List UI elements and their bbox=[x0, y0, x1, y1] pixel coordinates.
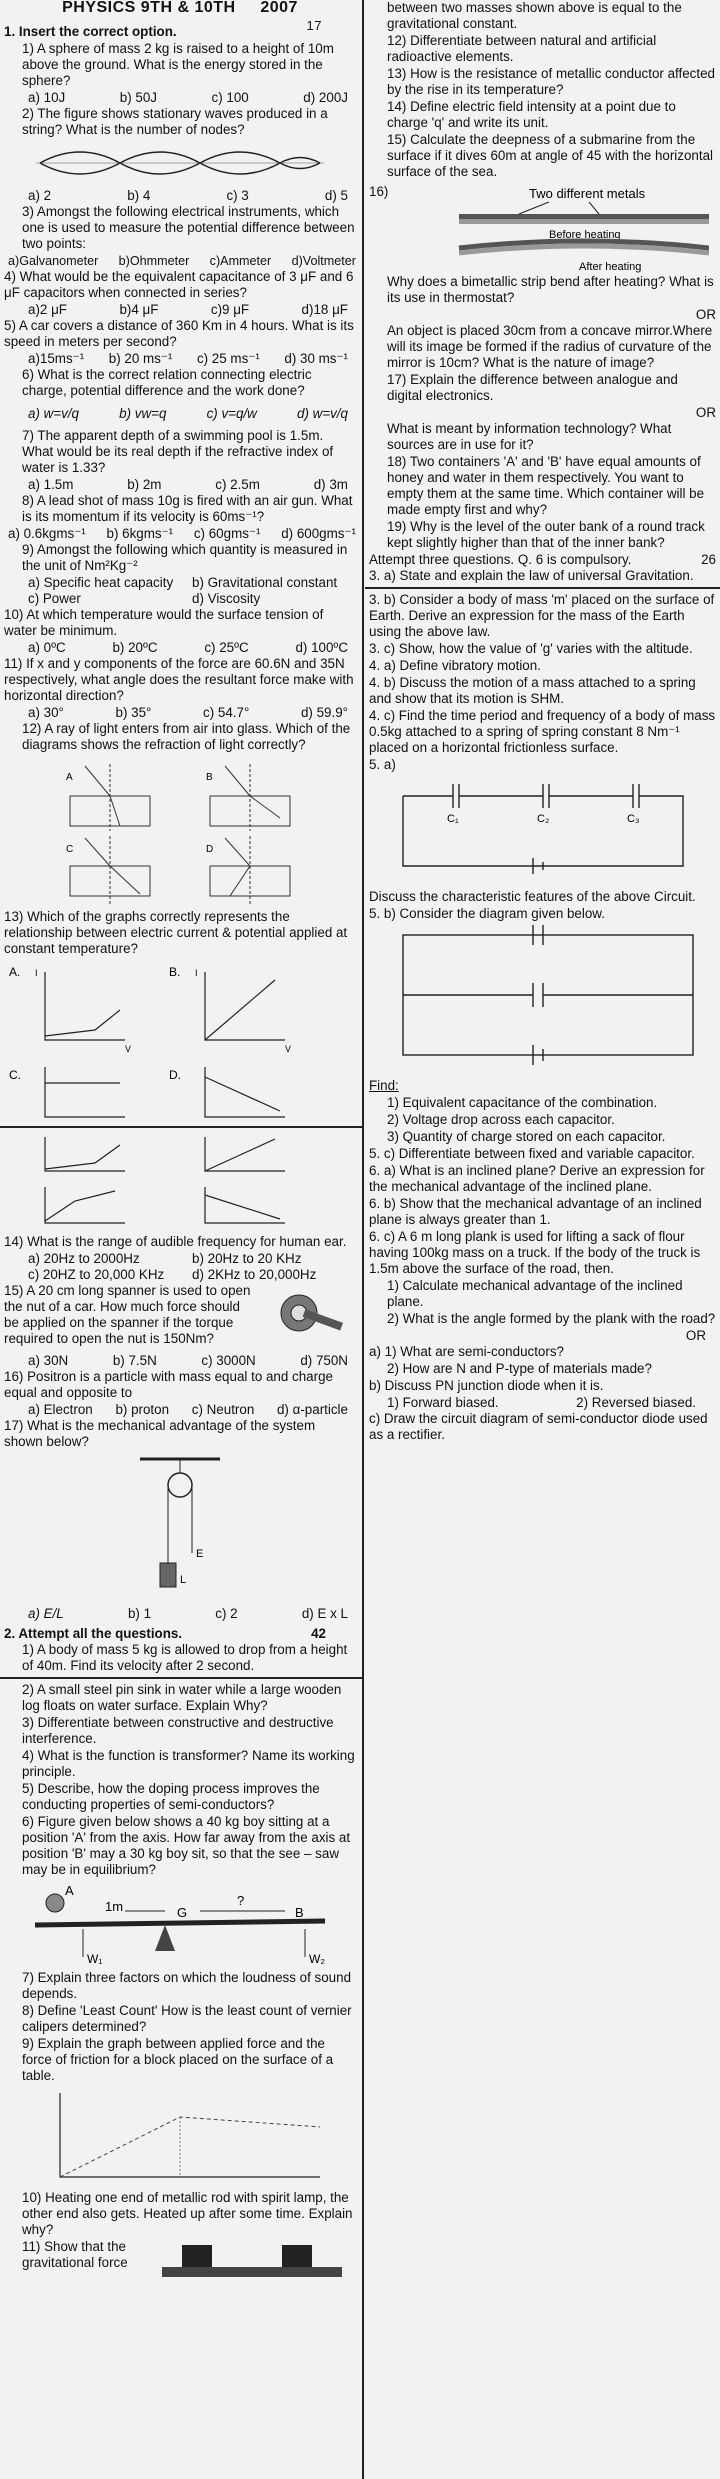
section-3-marks: 26 bbox=[701, 552, 716, 567]
q2-options bbox=[4, 188, 356, 204]
q9-text: 9) Amongst the following which quantity is measured in the unit of Nm²Kg⁻² bbox=[22, 542, 348, 573]
option: d) Viscosity bbox=[192, 591, 261, 606]
q6b: 6. b) Show that the mechanical advantage of an inclined plane is always greater than 1. bbox=[369, 1196, 702, 1227]
q6-text: 6) What is the correct relation connecting electric charge, potential difference and the work done? bbox=[22, 367, 312, 398]
q5c: 5. c) Differentiate between fixed and variable capacitor. bbox=[369, 1146, 695, 1161]
iv-graphs-top bbox=[5, 960, 355, 1060]
section-divider bbox=[0, 1677, 362, 1679]
q6-alt-b: b) Discuss PN junction diode when it is. bbox=[369, 1378, 604, 1393]
axis-label: I bbox=[35, 968, 38, 978]
q3b: 3. b) Consider a body of mass 'm' placed on the surface of Earth. Derive an expression for the mass of the Earth using the above law. bbox=[369, 592, 715, 639]
q19-question: 19) Why is the level of the outer bank of a round track kept slightly higher than that of the inner bank? bbox=[387, 519, 705, 550]
section-2-header bbox=[4, 1626, 356, 1642]
s2-item: 5) Describe, how the doping process improves the conducting properties of semi-conductors? bbox=[22, 1781, 320, 1812]
q4b: 4. b) Discuss the motion of a mass attached to a spring and show that its motion is SHM. bbox=[369, 675, 696, 706]
option: d) α-particle bbox=[276, 1402, 348, 1417]
bimetal-figure bbox=[399, 184, 709, 274]
left-column bbox=[0, 0, 362, 2289]
friction-graph bbox=[30, 2087, 330, 2187]
graph-label: A. bbox=[9, 965, 21, 979]
axis-label: I bbox=[195, 968, 198, 978]
q14-options bbox=[4, 1251, 356, 1283]
spanner-figure bbox=[254, 1283, 344, 1353]
q10-text: 10) At which temperature would the surface tension of water be minimum. bbox=[4, 607, 324, 638]
option: b) proton bbox=[115, 1402, 170, 1417]
option: a) 10J bbox=[28, 90, 66, 105]
s2-item: 8) Define 'Least Count' How is the least count of vernier calipers determined? bbox=[22, 2003, 352, 2034]
column-divider bbox=[362, 0, 364, 2479]
load-label: L bbox=[180, 1574, 187, 1586]
q9-options bbox=[4, 575, 356, 607]
section-2-title: 2. Attempt all the questions. bbox=[4, 1626, 183, 1641]
option: d) 600gms⁻¹ bbox=[281, 526, 356, 541]
q11-options bbox=[4, 705, 356, 721]
option: b)4 μF bbox=[119, 302, 159, 317]
iv-graphs-repeat bbox=[5, 1131, 355, 1231]
option: c) 20HZ to 20,000 KHz bbox=[28, 1267, 165, 1282]
option: a) 2 bbox=[28, 188, 52, 203]
option: d)18 μF bbox=[301, 302, 348, 317]
option: b)Ohmmeter bbox=[118, 254, 190, 268]
refraction-diagrams bbox=[30, 756, 330, 906]
option: a) 1.5m bbox=[28, 477, 74, 492]
iv-graphs-bottom bbox=[5, 1063, 355, 1123]
option: d)Voltmeter bbox=[291, 254, 356, 268]
option: a) 20Hz to 2000Hz bbox=[28, 1251, 140, 1266]
option: c) 2 bbox=[215, 1606, 238, 1621]
option: b) 7.5N bbox=[112, 1353, 157, 1368]
q11-text: 11) If x and y components of the force are 60.6N and 35N respectively, what angle does the resultant force make with horizontal direction? bbox=[4, 656, 354, 703]
option: d) 3m bbox=[313, 477, 348, 492]
q1-options bbox=[4, 90, 356, 106]
option: c) 60gms⁻¹ bbox=[193, 526, 261, 541]
option: c) 2.5m bbox=[215, 477, 260, 492]
q6-alt-b2: 2) Reversed biased. bbox=[576, 1395, 696, 1410]
s2-item: 6) Figure given below shows a 40 kg boy sitting at a position 'A' from the axis. How far away from the axis at position 'B' may a 30 kg boy sit, so that the see – saw may be in equilibrium? bbox=[22, 1814, 351, 1877]
or-label: OR bbox=[695, 405, 716, 420]
r-item: 14) Define electric field intensity at a point due to charge 'q' and write its unit. bbox=[387, 99, 676, 130]
or-label: OR bbox=[685, 1328, 706, 1343]
option: c) 25ºC bbox=[204, 640, 249, 655]
paper-year: 2007 bbox=[260, 0, 298, 16]
s2-item: 7) Explain three factors on which the loudness of sound depends. bbox=[22, 1970, 352, 2001]
q5a-number: 5. a) bbox=[369, 757, 396, 772]
after-heating-label: After heating bbox=[579, 261, 642, 273]
q11-continued: between two masses shown above is equal to the gravitational constant. bbox=[387, 0, 682, 31]
section-3-title: Attempt three questions. Q. 6 is compulsory. bbox=[369, 552, 632, 567]
r-item: 13) How is the resistance of metallic conductor affected by the rise in its temperature? bbox=[387, 66, 715, 97]
option: d) 750N bbox=[300, 1353, 348, 1368]
diagram-label: A bbox=[66, 772, 73, 783]
option: a) 0.6kgms⁻¹ bbox=[8, 526, 86, 541]
option: a) 30° bbox=[28, 705, 64, 720]
q4-text: 4) What would be the equivalent capacitance of 3 μF and 6 μF capacitors when connected in series? bbox=[4, 269, 354, 300]
q2-text: 2) The figure shows stationary waves produced in a string? What is the number of nodes? bbox=[22, 106, 328, 137]
q3-options bbox=[4, 253, 356, 269]
find-item: 2) Voltage drop across each capacitor. bbox=[387, 1112, 615, 1127]
before-heating-label: Before heating bbox=[549, 229, 621, 241]
option: b) 4 bbox=[127, 188, 151, 203]
distance-label: 1m bbox=[105, 1899, 124, 1914]
q16-number: 16) bbox=[369, 184, 389, 199]
r-item: 15) Calculate the deepness of a submarine from the surface if it dives 60m at angle of 45 with the horizontal surface of the sea. bbox=[387, 132, 714, 179]
q4-options bbox=[4, 302, 356, 318]
q17-options bbox=[4, 1606, 356, 1622]
q8-options bbox=[4, 526, 356, 542]
option: a) E/L bbox=[28, 1606, 64, 1621]
pivot-label: G bbox=[177, 1905, 188, 1920]
diagram-label: B bbox=[206, 772, 213, 783]
capacitor-label: C₂ bbox=[536, 813, 549, 825]
q17-text: 17) What is the mechanical advantage of the system shown below? bbox=[4, 1418, 316, 1449]
seesaw-figure bbox=[15, 1881, 345, 1967]
q5a-question: Discuss the characteristic features of the above Circuit. bbox=[369, 889, 696, 904]
find-item: 1) Equivalent capacitance of the combination. bbox=[387, 1095, 658, 1110]
option: b) 1 bbox=[127, 1606, 152, 1621]
s2-item: 9) Explain the graph between applied force and the force of friction for a block placed on the surface of a table. bbox=[22, 2036, 334, 2083]
option: c) Neutron bbox=[191, 1402, 255, 1417]
section-2-marks: 42 bbox=[311, 1626, 326, 1641]
option: b) 20Hz to 20 KHz bbox=[192, 1251, 302, 1266]
q16-question: Why does a bimetallic strip bend after heating? What is its use in thermostat? bbox=[387, 274, 714, 305]
option: c) 100 bbox=[211, 90, 249, 105]
q6-options bbox=[4, 400, 356, 428]
option: a) 0ºC bbox=[28, 640, 66, 655]
s2-item: 1) A body of mass 5 kg is allowed to drop from a height of 40m. Find its velocity after 2 second. bbox=[22, 1642, 348, 1673]
point-a-label: A bbox=[65, 1883, 74, 1898]
option: c) 3000N bbox=[201, 1353, 256, 1368]
q8-text: 8) A lead shot of mass 10g is fired with an air gun. What is its momentum if its velocity is 60ms⁻¹? bbox=[22, 493, 353, 524]
option: b) 6kgms⁻¹ bbox=[106, 526, 174, 541]
s2-item: 10) Heating one end of metallic rod with spirit lamp, the other end also gets. Heated up after some time. Explain why? bbox=[22, 2190, 353, 2237]
diagram-label: C bbox=[66, 844, 74, 855]
q7-options bbox=[4, 477, 356, 493]
section-3-header bbox=[369, 552, 716, 568]
option: a)2 μF bbox=[28, 302, 67, 317]
section-divider bbox=[365, 587, 720, 589]
q1-text: 1) A sphere of mass 2 kg is raised to a height of 10m above the ground. What is the energy stored in the sphere? bbox=[22, 41, 334, 88]
option: b) 2m bbox=[127, 477, 162, 492]
right-column bbox=[365, 0, 720, 1444]
q12-text: 12) A ray of light enters from air into glass. Which of the diagrams shows the refraction of light correctly? bbox=[22, 721, 351, 752]
option: d) 59.9° bbox=[300, 705, 348, 720]
q15-block bbox=[4, 1283, 356, 1353]
option: d) 5 bbox=[324, 188, 348, 203]
q6c: 6. c) A 6 m long plank is used for lifting a sack of flour having 100kg mass on a truck. If the body of the truck is 1.5m above the surface of the road, then. bbox=[369, 1229, 701, 1276]
option: a) Specific heat capacity bbox=[28, 575, 174, 590]
q5b: 5. b) Consider the diagram given below. bbox=[369, 906, 605, 921]
option: b) vw=q bbox=[119, 406, 167, 421]
two-masses-figure bbox=[142, 2239, 342, 2289]
q5-text: 5) A car covers a distance of 360 Km in 4 hours. What is its speed in meters per second? bbox=[4, 318, 354, 349]
section-1-title: 1. Insert the correct option. bbox=[4, 24, 177, 39]
option: d) 200J bbox=[303, 90, 348, 105]
q3a: 3. a) State and explain the law of universal Gravitation. bbox=[369, 568, 694, 583]
option: c)Ammeter bbox=[209, 254, 272, 268]
axis-label: V bbox=[125, 1044, 132, 1054]
s2-item: 4) What is the function is transformer? Name its working principle. bbox=[22, 1748, 355, 1779]
option: d) 100ºC bbox=[295, 640, 348, 655]
option: b) 20 ms⁻¹ bbox=[108, 351, 173, 366]
option: d) 30 ms⁻¹ bbox=[284, 351, 348, 366]
q6-alt-a2: 2) How are N and P-type of materials made? bbox=[387, 1361, 652, 1376]
bimetal-title: Two different metals bbox=[529, 186, 646, 201]
option: c) Power bbox=[28, 591, 81, 606]
q3c: 3. c) Show, how the value of 'g' varies with the altitude. bbox=[369, 641, 693, 656]
option: c) v=q/w bbox=[206, 406, 257, 421]
capacitor-label: C₁ bbox=[446, 813, 459, 825]
q6-alt-b1: 1) Forward biased. bbox=[387, 1395, 499, 1410]
q6c-part: 2) What is the angle formed by the plank with the road? bbox=[387, 1311, 716, 1326]
weight-1-label: W₁ bbox=[87, 1952, 103, 1966]
q17b-question: What is meant by information technology? What sources are in use for it? bbox=[387, 421, 672, 452]
diagram-label: D bbox=[206, 844, 214, 855]
pulley-figure bbox=[80, 1453, 280, 1603]
capacitor-circuit-1 bbox=[383, 776, 703, 886]
effort-label: E bbox=[196, 1548, 204, 1560]
option: c) 25 ms⁻¹ bbox=[196, 351, 260, 366]
s2-item: 3) Differentiate between constructive and destructive interference. bbox=[22, 1715, 334, 1746]
weight-2-label: W₂ bbox=[309, 1952, 325, 1966]
option: c) 54.7° bbox=[203, 705, 250, 720]
q14-text: 14) What is the range of audible frequency for human ear. bbox=[4, 1234, 347, 1249]
q17-question: 17) Explain the difference between analogue and digital electronics. bbox=[387, 372, 678, 403]
r-item: 12) Differentiate between natural and artificial radioactive elements. bbox=[387, 33, 657, 64]
option: d) 2KHz to 20,000Hz bbox=[192, 1267, 317, 1282]
point-b-label: B bbox=[295, 1905, 304, 1920]
q13-text: 13) Which of the graphs correctly represents the relationship between electric current & potential applied at constant temperature? bbox=[4, 909, 348, 956]
q6-alt-b-parts bbox=[369, 1395, 716, 1411]
axis-label: V bbox=[285, 1044, 292, 1054]
option: a) 30N bbox=[28, 1353, 69, 1368]
option: b) 50J bbox=[119, 90, 157, 105]
option: c)9 μF bbox=[210, 302, 250, 317]
q6a: 6. a) What is an inclined plane? Derive an expression for the mechanical advantage of the inclined plane. bbox=[369, 1163, 705, 1194]
q4c: 4. c) Find the time period and frequency of a body of mass 0.5kg attached to a spring of spring constant 8 Nm⁻¹ placed on a horizontal frictionless surface. bbox=[369, 708, 716, 755]
unknown-label: ? bbox=[237, 1893, 245, 1908]
option: a)15ms⁻¹ bbox=[28, 351, 85, 366]
option: a)Galvanometer bbox=[8, 254, 99, 268]
q15-options bbox=[4, 1353, 356, 1369]
s2-item: 2) A small steel pin sink in water while a large wooden log floats on water surface. Explain Why? bbox=[22, 1682, 342, 1713]
option: d) w=v/q bbox=[297, 406, 348, 421]
q4a: 4. a) Define vibratory motion. bbox=[369, 658, 541, 673]
option: b) 35° bbox=[115, 705, 152, 720]
s2-item: 11) Show that the gravitational force bbox=[22, 2239, 128, 2270]
section-divider bbox=[0, 1126, 362, 1128]
paper-title: PHYSICS 9TH & 10TH bbox=[62, 0, 236, 16]
option: b) 20ºC bbox=[112, 640, 158, 655]
mirror-question: An object is placed 30cm from a concave mirror.Where will its image be formed if the radius of curvature of the mirror is 10cm? What is the nature of image? bbox=[387, 323, 713, 370]
q6c-part: 1) Calculate mechanical advantage of the inclined plane. bbox=[387, 1278, 683, 1309]
capacitor-label: C₃ bbox=[626, 813, 639, 825]
q16-block bbox=[369, 184, 716, 274]
option: a) w=v/q bbox=[28, 406, 79, 421]
option: b) Gravitational constant bbox=[192, 575, 338, 590]
find-label: Find: bbox=[369, 1078, 399, 1093]
q7-text: 7) The apparent depth of a swimming pool is 1.5m. What would be its real depth if the refractive index of water is 1.33? bbox=[22, 428, 334, 475]
q6-alt-a: a) 1) What are semi-conductors? bbox=[369, 1344, 564, 1359]
graph-label: B. bbox=[169, 965, 181, 979]
graph-label: C. bbox=[9, 1068, 21, 1082]
find-item: 3) Quantity of charge stored on each capacitor. bbox=[387, 1129, 666, 1144]
section-marks: 17 bbox=[306, 18, 322, 33]
q15-text: 15) A 20 cm long spanner is used to open the nut of a car. How much force should be applied on the spanner if the torque required to open the nut is 150Nm? bbox=[4, 1283, 251, 1346]
q10-options bbox=[4, 640, 356, 656]
capacitor-circuit-2 bbox=[383, 925, 703, 1075]
q16-options bbox=[4, 1402, 356, 1418]
option: d) E x L bbox=[301, 1606, 348, 1621]
q5-options bbox=[4, 351, 356, 367]
q18-question: 18) Two containers 'A' and 'B' have equal amounts of honey and water in them respectively. You want to empty them at the same time. Which container will be made empty first and why? bbox=[387, 454, 705, 517]
option: c) 3 bbox=[226, 188, 249, 203]
or-label: OR bbox=[695, 307, 716, 322]
graph-label: D. bbox=[169, 1068, 181, 1082]
q3-text: 3) Amongst the following electrical instruments, which one is used to measure the potential difference between two points: bbox=[22, 204, 355, 251]
q16-text: 16) Positron is a particle with mass equal to and charge equal and opposite to bbox=[4, 1369, 333, 1400]
q11-block bbox=[4, 2239, 356, 2289]
stationary-wave-figure bbox=[30, 141, 330, 185]
option: a) Electron bbox=[28, 1402, 93, 1417]
q6-alt-c: c) Draw the circuit diagram of semi-conductor diode used as a rectifier. bbox=[369, 1411, 708, 1442]
